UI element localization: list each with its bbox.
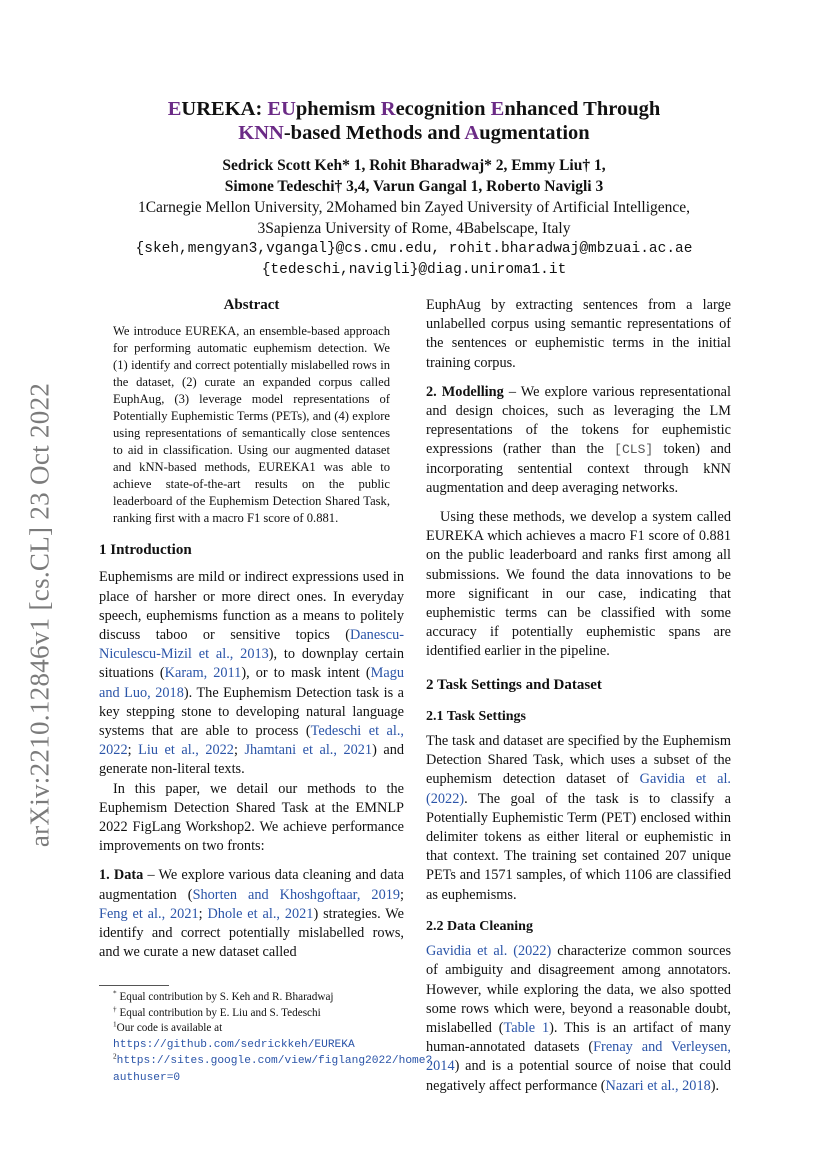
citation-link[interactable]: Gavidia et al. (2022)	[426, 943, 552, 960]
footnote-code: $^1$Our code is available at https://github.com/sedrickkeh/EUREKA	[113, 1020, 355, 1051]
right-paragraph-1: EuphAug by extracting sentences from a large unlabelled corpus using semantic representations of the sentences or euphemistic terms in the initial training corpus.	[426, 297, 731, 371]
footnote-equal-contrib-2: † Equal contribution by E. Liu and S. Tedeschi	[113, 1004, 321, 1019]
citation-link[interactable]: Tedeschi et al., 2022	[99, 723, 404, 759]
task-settings-paragraph: The task and dataset are specified by the Euphemism Detection Shared Task, which uses a subset of the euphemism detection dataset of Gavidia et al. (2022). The goal of the task is to classify a Potentially Euphemistic Term (PET) enclosed within delimiter tokens as either literal or euphemistic in that context. The training set contained 207 unique PETs and 1571 samples, of which 1106 are classified as euphemisms.	[426, 733, 731, 903]
right-paragraph-2: 2. Modelling – We explore various representational and design choices, such as leveraging the LM representations of the tokens for euphemistic expressions (rather than the [CLS] token) and incorporating sentential context through kNN augmentation and deep averaging networks.	[426, 383, 731, 496]
citation-link[interactable]: Magu and Luo, 2018	[99, 665, 404, 701]
citation-link[interactable]: Gavidia et al. (2022)	[426, 771, 731, 807]
section-2-2-heading: 2.2 Data Cleaning	[426, 918, 533, 934]
workshop-url-link[interactable]: https://sites.google.com/view/figlang2022/home?authuser=0	[113, 1055, 433, 1084]
code-url-link[interactable]: https://github.com/sedrickkeh/EUREKA	[113, 1038, 355, 1051]
abstract-text: We introduce EUREKA, an ensemble-based approach for performing automatic euphemism detection. We (1) identify and correct potentially mislabelled rows in the dataset, (2) curate an expanded corpus called EuphAug, (3) leverage model representations of Potentially Euphemistic Terms (PETs), and (4) explore using representations of semantically close sentences to aid in classification. Using our augmented dataset and kNN-based methods, EUREKA1 was able to achieve state-of-the-art results on the public leaderboard of the Euphemism Detection Shared Task, ranking first with a macro F1 score of 0.881.	[113, 324, 390, 526]
citation-link[interactable]: Karam, 2011	[164, 665, 242, 682]
citation-link[interactable]: Jhamtani et al., 2021	[244, 742, 373, 759]
footnotes	[99, 985, 433, 1086]
citation-link[interactable]: Danescu-Niculescu-Mizil et al., 2013	[99, 627, 404, 663]
paper-title: EUREKA: EUphemism Recognition Enhanced Through KNN-based Methods and Augmentation	[167, 98, 661, 144]
abstract-heading: Abstract	[223, 297, 280, 313]
data-cleaning-paragraph: Gavidia et al. (2022) characterize common sources of ambiguity and disagreement among annotators. However, while exploring the data, we also spotted some rows which were, beyond a reasonable doubt, mislabelled (Table 1). This is an artifact of many human-annotated datasets (Frenay and Verleysen, 2014) and is a potential source of noise that could negatively affect performance (Nazari et al., 2018).	[426, 943, 732, 1094]
citation-link[interactable]: Liu et al., 2022	[138, 742, 234, 759]
author-list: Sedrick Scott Keh* 1, Rohit Bharadwaj* 2, Emmy Liu† 1, Simone Tedeschi† 3,4, Varun Gangal 1, Roberto Navigli 3	[222, 157, 606, 195]
section-2-heading: 2 Task Settings and Dataset	[426, 676, 602, 693]
intro-paragraph-2: In this paper, we detail our methods to the Euphemism Detection Shared Task at the EMNLP 2022 FigLang Workshop2. We achieve performance improvements on two fronts:	[99, 780, 404, 855]
section-introduction-heading: 1 Introduction	[99, 542, 192, 559]
arxiv-stamp: arXiv:2210.12846v1 [cs.CL] 23 Oct 2022	[24, 382, 55, 848]
citation-link[interactable]: Frenay and Verleysen, 2014	[426, 1039, 731, 1075]
footnote-equal-contrib-1: * Equal contribution by S. Keh and R. Bharadwaj	[113, 989, 334, 1003]
right-paragraph-3: Using these methods, we develop a system called EUREKA which achieves a macro F1 score of 0.881 on the public leaderboard and ranks first among all submissions. We found the data innovations to be more significant in our case, indicating that euphemistic terms can be classified with some accuracy if potentially euphemistic spans are identified earlier in the pipeline.	[426, 509, 731, 660]
citation-link[interactable]: Shorten and Khoshgoftaar, 2019	[192, 886, 401, 903]
citation-link[interactable]: Dhole et al., 2021	[207, 905, 314, 922]
paper-header	[96, 97, 732, 281]
left-column	[99, 296, 404, 962]
author-emails: {skeh,mengyan3,vgangal}@cs.cmu.edu, rohit.bharadwaj@mbzuai.ac.ae {tedeschi,navigli}@diag.uniroma1.it	[135, 241, 693, 278]
right-column	[426, 296, 731, 1096]
intro-paragraph-1: Euphemisms are mild or indirect expressions used in place of harsher or more direct ones. In everyday speech, euphemisms function as a means to politely discuss taboo or sensitive topics (Danescu-Niculescu-Mizil et al., 2013), to downplay certain situations (Karam, 2011), or to mask intent (Magu and Luo, 2018). The Euphemism Detection task is a key stepping stone to developing natural language systems that are able to process (Tedeschi et al., 2022; Liu et al., 2022; Jhamtani et al., 2021) and generate non-literal texts.	[99, 569, 405, 778]
affiliations: 1Carnegie Mellon University, 2Mohamed bin Zayed University of Artificial Intelligence, 3Sapienza University of Rome, 4Babelscape, Italy	[137, 199, 691, 237]
intro-paragraph-3: 1. Data – We explore various data cleaning and data augmentation (Shorten and Khoshgoftaar, 2019; Feng et al., 2021; Dhole et al., 2021) strategies. We identify and correct potentially mislabelled rows, and we curate a new dataset called	[99, 867, 404, 961]
footnote-workshop: $^2$https://sites.google.com/view/figlang2022/home?authuser=0	[113, 1052, 433, 1084]
footnote-divider	[99, 985, 169, 986]
citation-link[interactable]: Feng et al., 2021	[99, 905, 199, 922]
citation-link[interactable]: Nazari et al., 2018	[605, 1077, 711, 1094]
section-2-1-heading: 2.1 Task Settings	[426, 708, 526, 724]
table-reference-link[interactable]: Table 1	[503, 1019, 550, 1036]
